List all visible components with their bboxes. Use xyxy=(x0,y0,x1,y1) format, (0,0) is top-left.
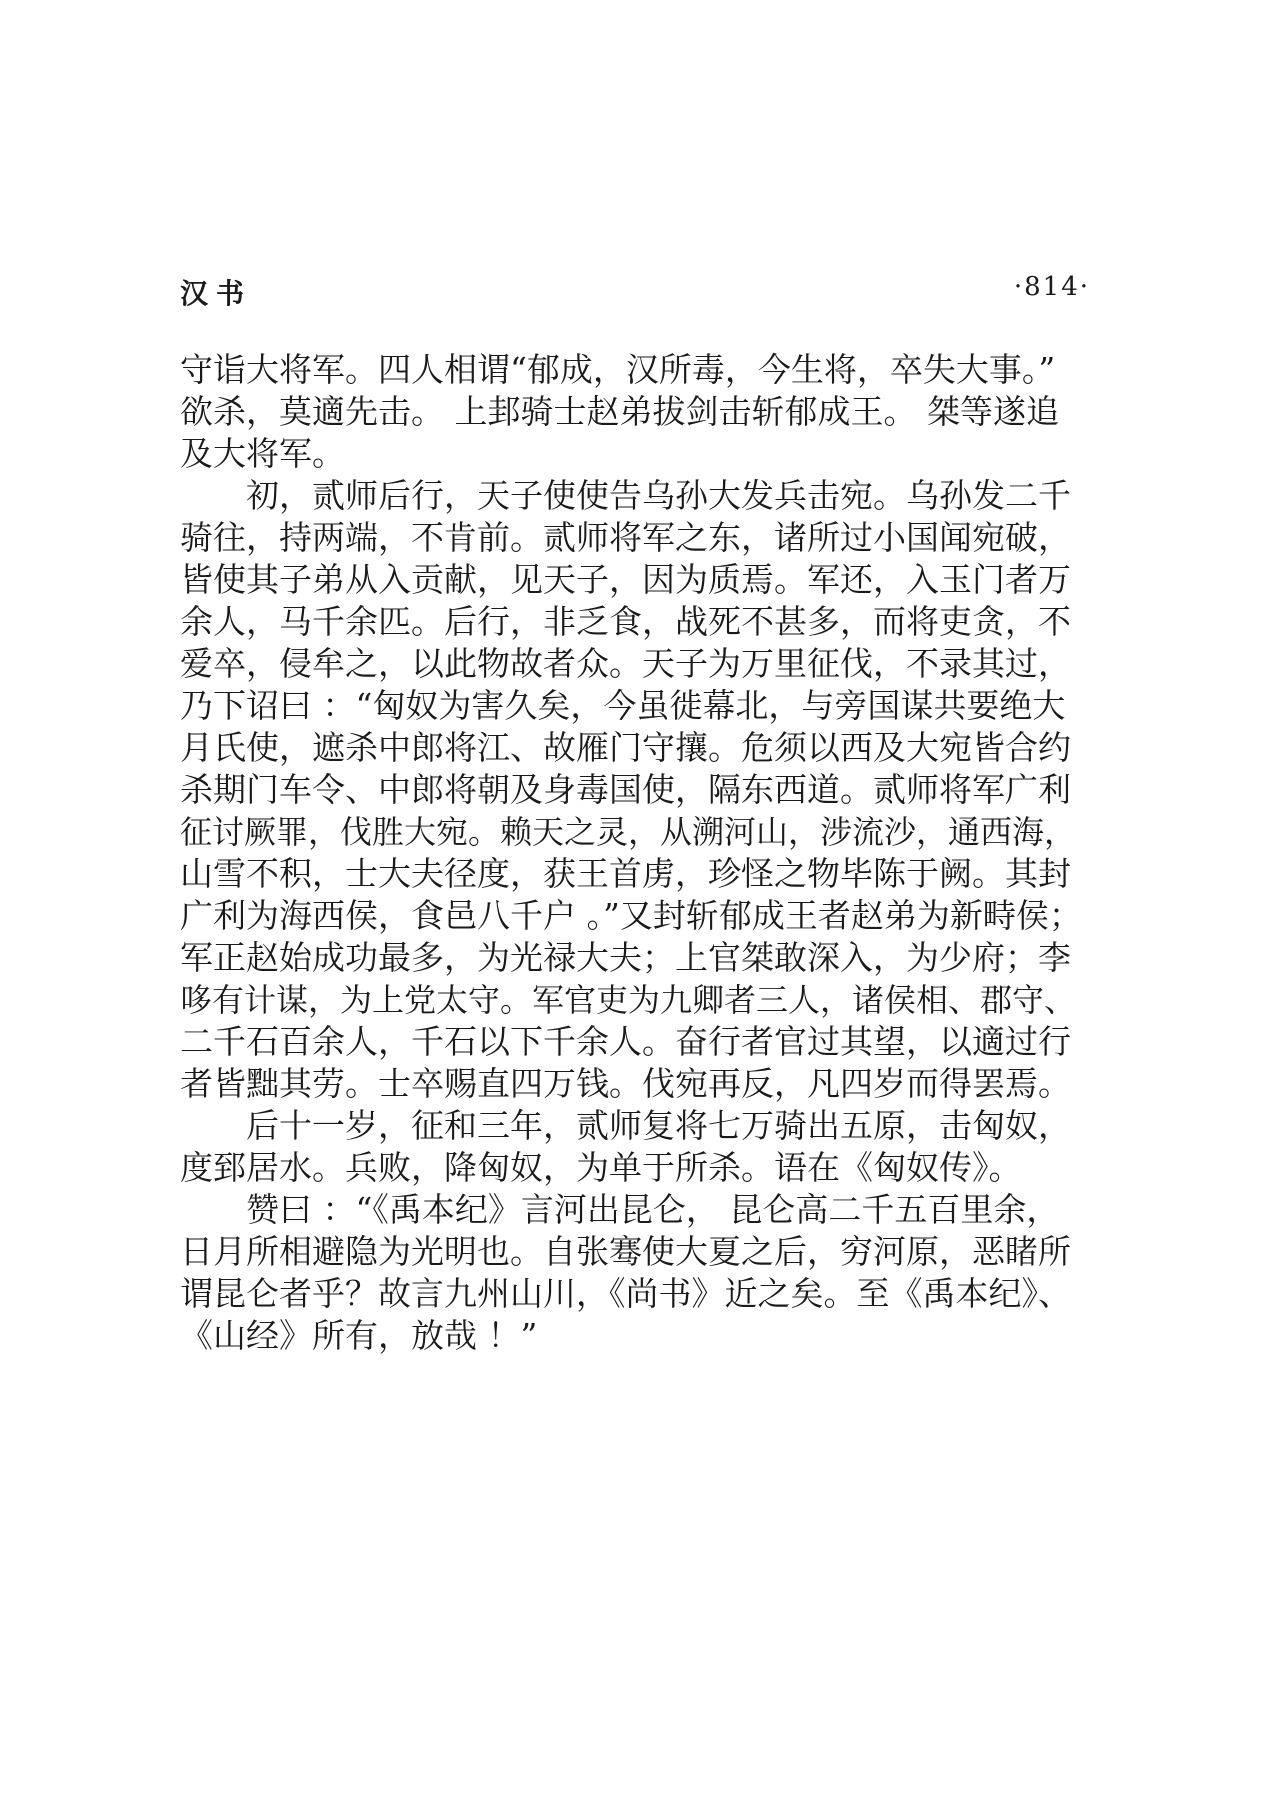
page-number: ·814· xyxy=(1013,272,1090,302)
text-line: 余人，马千余匹。后行，非乏食，战死不甚多，而将吏贪，不 xyxy=(180,602,1071,641)
text-line: 度郅居水。兵败，降匈奴，为单于所杀。语在《匈奴传》。 xyxy=(180,1148,1022,1187)
text-line: 初，贰师后行，天子使使告乌孙大发兵击宛。乌孙发二千 xyxy=(246,476,1071,515)
text-line: 爱卒，侵牟之，以此物故者众。天子为万里征伐，不录其过， xyxy=(180,644,1071,683)
text-line: 及大将军。 xyxy=(180,434,345,473)
text-line: 赞曰 ：“《禹本纪》言河出昆仑， 昆仑高二千五百里余， xyxy=(246,1190,1060,1229)
text-line: 征讨厥罪，伐胜大宛。赖天之灵，从溯河山，涉流沙，通西海， xyxy=(180,813,1077,851)
book-title: 汉书 xyxy=(180,277,253,310)
text-line: 《山经》所有，放哉 ！” xyxy=(180,1316,538,1355)
text-line: 谓昆仑者乎？故言九州山川，《尚书》近之矣。至《禹本纪》、 xyxy=(180,1274,1071,1313)
text-line: 哆有计谋，为上党太守。军官吏为九卿者三人，诸侯相、郡守、 xyxy=(180,981,1077,1019)
text-line: 者皆黜其劳。士卒赐直四万钱。伐宛再反，凡四岁而得罢焉。 xyxy=(180,1064,1071,1103)
text-line: 二千石百余人，千石以下千余人。奋行者官过其望，以適过行 xyxy=(180,1022,1071,1061)
text-line: 月氏使，遮杀中郎将江、故雁门守攘。危须以西及大宛皆合约 xyxy=(180,728,1071,767)
text-line: 乃下诏曰 ：“匈奴为害久矣，今虽徙幕北，与旁国谋共要绝大 xyxy=(180,686,1066,725)
body-text xyxy=(180,349,1082,1357)
text-line: 皆使其子弟从入贡献，见天子，因为质焉。军还，入玉门者万 xyxy=(180,560,1071,599)
text-line: 杀期门车令、中郎将朝及身毒国使，隔东西道。贰师将军广利 xyxy=(180,770,1071,809)
text-line: 军正赵始成功最多，为光禄大夫；上官桀敢深入，为少府；李 xyxy=(180,938,1071,977)
text-line: 欲杀，莫適先击。 上邽骑士赵弟拔剑击斩郁成王。 桀等遂追 xyxy=(180,392,1059,431)
text-line: 骑往，持两端，不肯前。贰师将军之东，诸所过小国闻宛破， xyxy=(180,518,1071,557)
text-line: 日月所相避隐为光明也。自张骞使大夏之后，穷河原，恶睹所 xyxy=(180,1232,1071,1271)
text-line: 广利为海西侯，食邑八千户 。”又封斩郁成王者赵弟为新畤侯； xyxy=(180,896,1082,935)
text-line: 守诣大将军。四人相谓“郁成，汉所毒，今生将，卒失大事。” xyxy=(180,350,1056,389)
running-header xyxy=(180,272,1090,312)
text-line: 山雪不积，士大夫径度，获王首虏，珍怪之物毕陈于阙。其封 xyxy=(180,854,1071,893)
text-line: 后十一岁，征和三年，贰师复将七万骑出五原，击匈奴， xyxy=(246,1106,1071,1145)
